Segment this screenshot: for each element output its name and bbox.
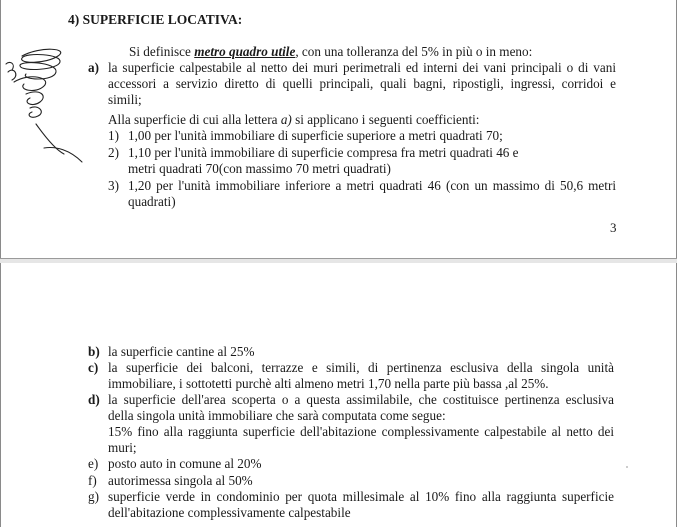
item-b-line-1: la superficie cantine al 25% [108, 344, 255, 359]
handwritten-signature [0, 42, 95, 182]
coefficient-3-line-1: 1,20 per l'unità immobiliare inferiore a metri quadrati 46 (con un massimo di 50,6 metri [128, 178, 616, 193]
coefficient-2-label: 2) [108, 145, 119, 160]
item-f-line-1: autorimessa singola al 50% [108, 473, 253, 488]
defined-term: metro quadro utile [194, 44, 296, 59]
item-d-line-3: 15% fino alla raggiunta superficie dell'abitazione complessivamente calpestabile al netto dei [108, 424, 614, 439]
definition-intro: Si definisce metro quadro utile, con una tolleranza del 5% in più o in meno: [129, 44, 533, 59]
item-a-label: a) [88, 60, 99, 75]
item-d-line-4: muri; [108, 440, 137, 455]
item-a-line-2: accessori a servizio diretto di quelli principali, quali bagni, ripostigli, ingressi, corridoi e [108, 76, 616, 91]
item-e-label: e) [88, 456, 99, 471]
item-d-label: d) [88, 392, 100, 407]
item-b-label: b) [88, 344, 100, 359]
coefficients-intro: Alla superficie di cui alla lettera a) si applicano i seguenti coefficienti: [108, 112, 480, 127]
section-heading: 4) SUPERFICIE LOCATIVA: [68, 12, 243, 27]
coefficient-1-line-1: 1,00 per l'unità immobiliare di superficie superiore a metri quadrati 70; [128, 128, 503, 143]
item-d-line-2: della singola unità immobiliare che sarà computata come segue: [108, 408, 446, 423]
document-page-1 [0, 0, 677, 259]
item-c-line-1: la superficie dei balconi, terrazze e simili, di pertinenza esclusiva della singola unità [108, 360, 614, 375]
item-e-line-1: posto auto in comune al 20% [108, 456, 262, 471]
coefficient-2-line-2: metri quadrati 70(con massimo 70 metri quadrati) [128, 161, 391, 176]
item-g-line-2: dell'abitazione complessivamente calpestabile [108, 505, 351, 520]
page-left-edge [0, 263, 1, 527]
item-g-label: g) [88, 489, 99, 504]
item-a-line-3: simili; [108, 92, 142, 107]
document-page-2 [0, 263, 677, 527]
coefficient-3-line-2: quadrati) [128, 194, 176, 209]
scan-speck [626, 466, 628, 468]
page-number: 3 [610, 220, 617, 235]
coefficient-3-label: 3) [108, 178, 119, 193]
item-c-line-2: immobiliare, i sottotetti purchè alti almeno metri 1,70 nella parte più bassa ,al 25%. [108, 376, 549, 391]
item-c-label: c) [88, 360, 99, 375]
item-a-line-1: la superficie calpestabile al netto dei muri perimetrali ed interni dei vani principali o di vani [108, 60, 616, 75]
item-f-label: f) [88, 473, 97, 488]
coefficient-2-line-1: 1,10 per l'unità immobiliare di superficie compresa fra metri quadrati 46 e [128, 145, 519, 160]
coefficient-1-label: 1) [108, 128, 119, 143]
item-g-line-1: superficie verde in condominio per quota millesimale al 10% fino alla raggiunta superficie [108, 489, 614, 504]
item-d-line-1: la superficie dell'area scoperta o a questa assimilabile, che costituisce pertinenza esclusiva [108, 392, 614, 407]
